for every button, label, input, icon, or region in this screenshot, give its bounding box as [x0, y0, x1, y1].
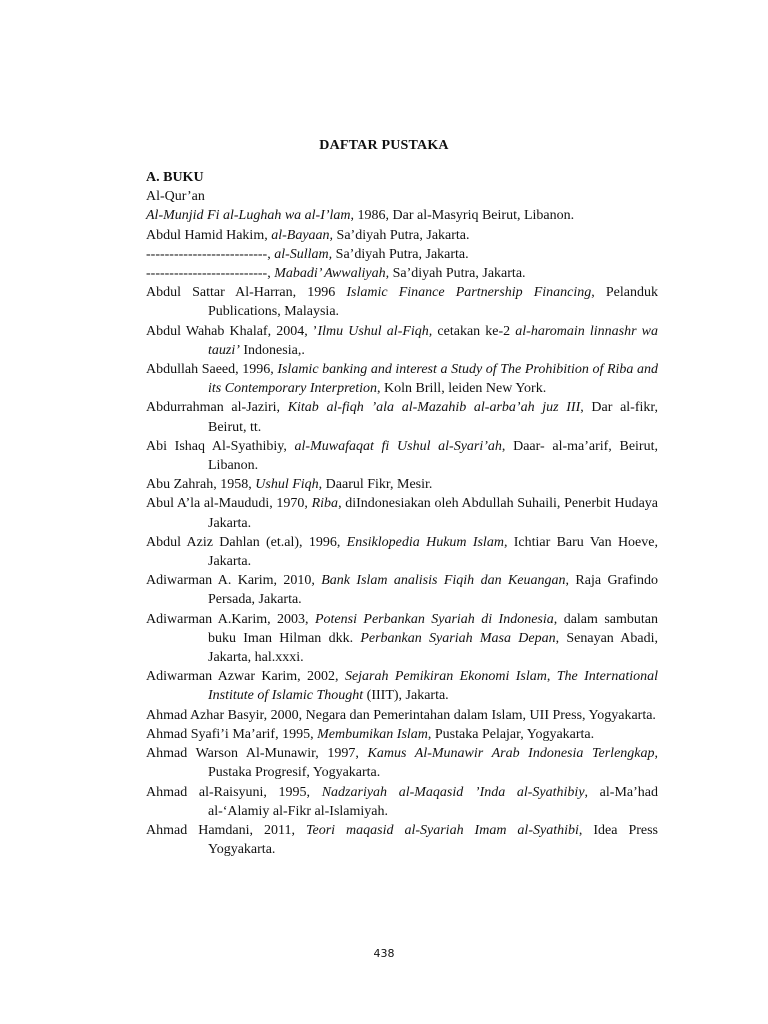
entry-title-secondary: Perbankan Syariah Masa Depan — [360, 630, 556, 646]
entry-title: Ensiklopedia Hukum Islam — [346, 534, 504, 550]
entry-text: Ahmad Azhar Basyir, 2000, Negara dan Pemerintahan dalam Islam, UII Press, Yogyakarta. — [146, 707, 656, 723]
entry-text: , — [546, 669, 557, 685]
entry-text: , al-Ma’had al-‘Alamiy al-Fikr al-Islamiyah. — [208, 784, 658, 819]
entry-text: , Ichtiar Baru Van Hoeve, Jakarta. — [208, 534, 658, 570]
entry-text: , Koln Brill, leiden New York. — [377, 381, 547, 397]
entry-text: Adiwarman A. Karim, 2010, — [146, 573, 322, 589]
bibliography-entry — [146, 264, 658, 283]
bibliography-entry — [146, 725, 658, 744]
bibliography-entry — [146, 283, 658, 321]
entry-text: , Daarul Fikr, Mesir. — [318, 477, 433, 493]
bibliography-entry — [146, 206, 658, 225]
entry-text: Ahmad Syafi’i Ma’arif, 1995, — [146, 726, 318, 742]
entry-text: Indonesia,. — [239, 342, 305, 358]
entry-title: Ilmu Ushul al-Fiqh, — [317, 323, 433, 339]
entry-text: , dalam sambutan buku Iman Hilman dkk. — [208, 611, 658, 646]
entry-title: Ushul Fiqh — [255, 477, 319, 493]
entry-title: Islamic banking and interest a Study of The Prohibition of Riba and its Contemporary Interpretion — [208, 362, 658, 397]
entry-text: (IIIT), Jakarta. — [363, 688, 449, 704]
entry-text: , Idea Press Yogyakarta. — [208, 822, 659, 858]
bibliography-entry — [146, 226, 658, 245]
bibliography-entry — [146, 398, 658, 436]
entry-text: Abdul Aziz Dahlan (et.al), 1996, — [146, 534, 347, 550]
entry-text: Abi Ishaq Al-Syathibiy, — [146, 438, 295, 454]
entry-text: Ahmad Hamdani, 2011, — [146, 822, 306, 838]
entry-text: , Daar- al-ma’arif, Beirut, Libanon. — [208, 438, 658, 474]
bibliography-entry — [146, 783, 658, 821]
entry-text: Abu Zahrah, 1958, — [146, 477, 256, 493]
bibliography-entry — [146, 610, 658, 668]
bibliography-entry — [146, 571, 658, 609]
entry-text: Ahmad al-Raisyuni, 1995, — [146, 784, 322, 800]
entry-title: Potensi Perbankan Syariah di Indonesia — [314, 611, 554, 627]
entry-text: , Senayan Abadi, Jakarta, hal.xxxi. — [208, 630, 658, 666]
entry-text: , 1986, Dar al-Masyriq Beirut, Libanon. — [350, 208, 575, 224]
entry-title: Nadzariyah al-Maqasid ’Inda al-Syathibiy — [321, 784, 585, 800]
entry-title: Kitab al-fiqh ’ala al-Mazahib al-arba’ah juz III — [287, 400, 581, 416]
entry-title: al-Sullam, — [274, 246, 333, 262]
entry-text: Abul A’la al-Maududi, 1970, — [146, 496, 312, 512]
entry-text: Abdul Sattar Al-Harran, 1996 — [146, 285, 347, 301]
bibliography — [146, 168, 658, 859]
entry-title: Membumikan Islam — [317, 726, 428, 742]
entry-text: Sa’diyah Putra, Jakarta. — [389, 266, 526, 282]
entry-title: Teori maqasid al-Syariah Imam al-Syathibi — [305, 822, 579, 838]
entry-text: Adiwarman A.Karim, 2003, — [146, 611, 315, 627]
bibliography-entry — [146, 322, 658, 360]
entry-text: , Pelanduk Publications, Malaysia. — [208, 285, 658, 320]
entry-text: , diIndonesiakan oleh Abdullah Suhaili, Penerbit Hudaya Jakarta. — [208, 496, 658, 531]
entry-title: Kamus Al-Munawir Arab Indonesia Terlengkap — [367, 746, 655, 762]
bibliography-entry — [146, 494, 658, 532]
entry-title: al-Muwafaqat fi Ushul al-Syari’ah — [294, 438, 502, 454]
bibliography-entry — [146, 245, 658, 264]
page-number: 438 — [373, 947, 395, 960]
entry-text: Abdurrahman al-Jaziri, — [146, 400, 288, 416]
bibliography-entry — [146, 744, 658, 782]
bibliography-entry — [146, 437, 658, 475]
entry-text: , Raja Grafindo Persada, Jakarta. — [208, 573, 658, 608]
entry-text: --------------------------, — [146, 246, 275, 262]
entry-text: , Dar al-fikr, Beirut, tt. — [208, 400, 658, 435]
bibliography-entry — [146, 533, 658, 571]
entry-text: Abdullah Saeed, 1996, — [146, 362, 278, 378]
bibliography-entry — [146, 821, 658, 859]
entry-text: Ahmad Warson Al-Munawir, 1997, — [146, 746, 368, 762]
bibliography-entry — [146, 667, 658, 705]
entry-title: Islamic Finance Partnership Financing — [346, 285, 592, 301]
entry-text: Al-Qur’an — [146, 189, 205, 205]
entry-title: Mabadi’ Awwaliyah, — [274, 266, 390, 282]
entry-title: Riba — [311, 496, 339, 512]
entry-title: Bank Islam analisis Fiqih dan Keuangan — [321, 573, 566, 589]
entry-publisher-italic: al-haromain linnashr wa tauzi’ — [208, 323, 658, 358]
entry-title: Al-Munjid Fi al-Lughah wa al-I’lam — [146, 208, 351, 224]
entry-publisher-italic: The International Institute of Islamic Thought — [208, 669, 659, 704]
section-heading: A. BUKU — [146, 170, 204, 185]
page-title: DAFTAR PUSTAKA — [319, 138, 449, 153]
entry-text: , Pustaka Progresif, Yogyakarta. — [208, 746, 658, 781]
entry-text: Sa’diyah Putra, Jakarta. — [333, 227, 470, 243]
entry-text: Adiwarman Azwar Karim, 2002, — [146, 669, 345, 685]
bibliography-entry — [146, 360, 658, 398]
entry-text: Sa’diyah Putra, Jakarta. — [332, 246, 469, 262]
entry-text: --------------------------, — [146, 266, 275, 282]
entry-text: cetakan ke-2 — [432, 323, 516, 339]
bibliography-entry — [146, 475, 658, 494]
entry-text: , Pustaka Pelajar, Yogyakarta. — [427, 726, 595, 742]
bibliography-entry — [146, 187, 658, 206]
entry-text: Abdul Hamid Hakim, — [146, 227, 272, 243]
entry-text: Abdul Wahab Khalaf, 2004, ’ — [146, 323, 318, 339]
entry-title: al-Bayaan, — [271, 227, 334, 243]
bibliography-entry — [146, 706, 658, 725]
entry-title: Sejarah Pemikiran Ekonomi Islam — [344, 669, 547, 685]
